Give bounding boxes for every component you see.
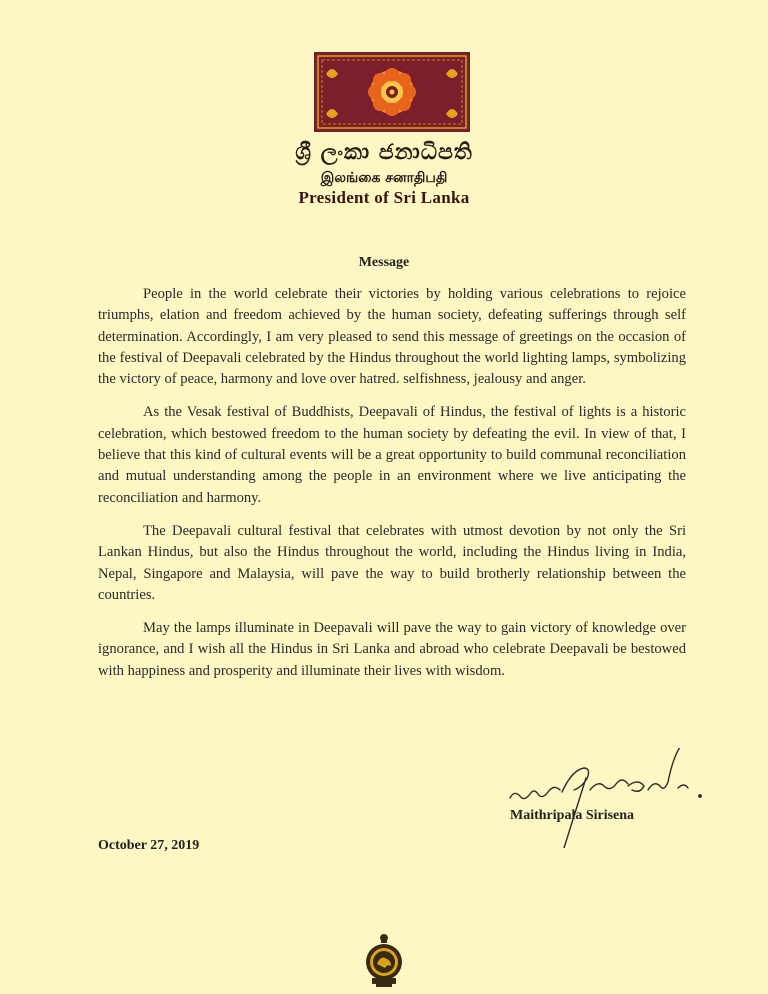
presidential-emblem bbox=[314, 52, 470, 132]
sinhala-title: ශ්‍රී ලංකා ජනාධිපති bbox=[295, 140, 473, 165]
national-emblem bbox=[364, 932, 404, 988]
signer-name: Maithripala Sirisena bbox=[510, 808, 635, 823]
english-title: President of Sri Lanka bbox=[298, 188, 470, 207]
handwritten-signature bbox=[504, 748, 714, 848]
message-paragraph: People in the world celebrate their victories by holding various celebrations to rejoice triumphs, elation and freedom achieved by the human society, defeating sufferings through self determination. Accordingly, I am very pleased to send this message of greetings on the occasion of the festival of Deepavali celebrated by the Hindus throughout the world lighting lamps, symbolizing the victory of peace, harmony and love over hatred. selfishness, jealousy and anger. bbox=[98, 286, 686, 388]
message-paragraph: The Deepavali cultural festival that celebrates with utmost devotion by not only the Sri Lankan Hindus, but also the Hindus throughout the world, including the Hindus living in India, Nepal, Singapore and Malaysia, will pave the way to build brotherly relationship between the countries. bbox=[98, 522, 686, 603]
message-paragraph: As the Vesak festival of Buddhists, Deepavali of Hindus, the festival of lights is a historic celebration, which bestowed freedom to the human society by defeating the evil. In view of that, I believe that this kind of cultural events will be a great opportunity to build communal reconciliation and mutual understanding among the people in an environment where we live anticipating the reconciliation and harmony. bbox=[98, 404, 686, 506]
message-paragraph: May the lamps illuminate in Deepavali will pave the way to gain victory of knowledge over ignorance, and I wish all the Hindus in Sri Lanka and abroad who celebrate Deepavali be bestowed with happiness and prosperity and illuminate their lives with wisdom. bbox=[98, 620, 686, 679]
message-heading: Message bbox=[358, 255, 410, 270]
tamil-title: இலங்கை சனாதிபதி bbox=[320, 170, 448, 186]
message-date: October 27, 2019 bbox=[98, 838, 200, 853]
message-body bbox=[98, 284, 686, 694]
